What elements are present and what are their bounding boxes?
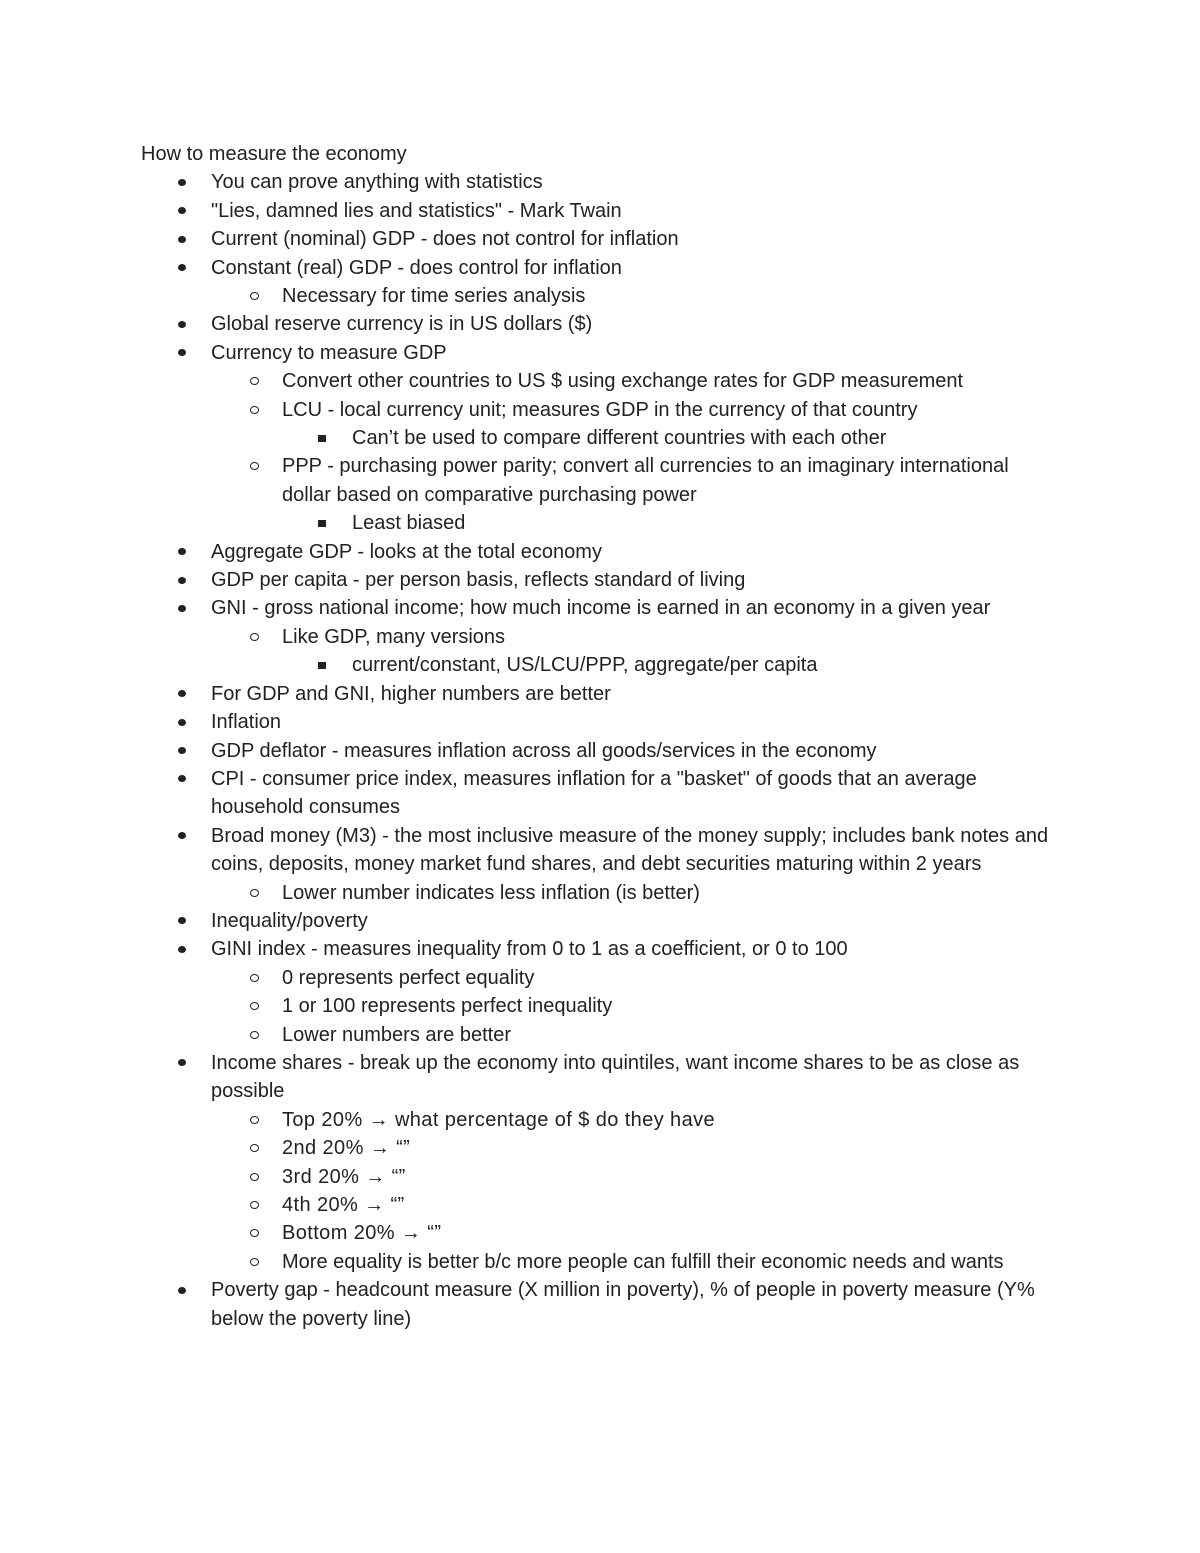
list-item-text: GINI index - measures inequality from 0 to 1 as a coefficient, or 0 to 100 [211, 938, 848, 961]
filled-disc-bullet-icon [178, 321, 186, 328]
list-item-text: LCU - local currency unit; measures GDP in the currency of that country [282, 398, 918, 421]
list-item-text: Current (nominal) GDP - does not control for inflation [211, 228, 679, 251]
hollow-circle-bullet-icon [250, 406, 259, 414]
list-item [0, 992, 1022, 1020]
list-item [0, 1219, 1022, 1247]
list-item-text: Bottom 20% → “” [282, 1222, 442, 1245]
filled-disc-bullet-icon [178, 1287, 186, 1294]
hollow-circle-bullet-icon [250, 1258, 259, 1266]
list-item-text: current/constant, US/LCU/PPP, aggregate/per capita [352, 654, 818, 677]
document-title: How to measure the economy [141, 143, 407, 165]
list-item [0, 765, 1066, 822]
list-item [0, 594, 1066, 622]
filled-disc-bullet-icon [178, 264, 186, 271]
filled-disc-bullet-icon [178, 832, 186, 839]
list-item [0, 1163, 1022, 1191]
list-item [0, 737, 1066, 765]
hollow-circle-bullet-icon [250, 1144, 259, 1152]
list-item-text: You can prove anything with statistics [211, 171, 543, 194]
hollow-circle-bullet-icon [250, 1201, 259, 1209]
filled-disc-bullet-icon [178, 719, 186, 726]
list-item-text: Aggregate GDP - looks at the total economy [211, 540, 602, 563]
list-item [0, 452, 1022, 509]
filled-square-bullet-icon [318, 520, 326, 527]
list-item-text: Top 20% → what percentage of $ do they have [282, 1108, 716, 1131]
list-item [0, 424, 1032, 452]
hollow-circle-bullet-icon [250, 1173, 259, 1181]
list-item-text: Lower numbers are better [282, 1023, 512, 1046]
list-item-text: CPI - consumer price index, measures inflation for a "basket" of goods that an average household consumes [211, 767, 977, 819]
list-item [0, 964, 1022, 992]
filled-disc-bullet-icon [178, 775, 186, 782]
list-item [0, 651, 1032, 679]
list-item [0, 907, 1066, 935]
filled-disc-bullet-icon [178, 1059, 186, 1066]
list-item [0, 1276, 1066, 1333]
hollow-circle-bullet-icon [250, 633, 259, 641]
filled-disc-bullet-icon [178, 548, 186, 555]
list-item [0, 680, 1066, 708]
list-item-text: Least biased [352, 512, 466, 535]
list-item-text: More equality is better b/c more people can fulfill their economic needs and wants [282, 1250, 1004, 1273]
list-item [0, 1106, 1022, 1134]
list-item [0, 708, 1066, 736]
list-item-text: Lower number indicates less inflation (is better) [282, 881, 700, 904]
hollow-circle-bullet-icon [250, 462, 259, 470]
list-item [0, 935, 1066, 963]
list-item [0, 367, 1022, 395]
list-item [0, 1049, 1066, 1106]
list-item [0, 310, 1066, 338]
hollow-circle-bullet-icon [250, 974, 259, 982]
filled-disc-bullet-icon [178, 747, 186, 754]
list-item-text: Income shares - break up the economy into quintiles, want income shares to be as close as possible [211, 1051, 1020, 1103]
list-item-text: 2nd 20% → “” [282, 1137, 411, 1160]
list-item [0, 197, 1066, 225]
list-item-text: Currency to measure GDP [211, 341, 447, 364]
list-item-text: Inequality/poverty [211, 909, 368, 932]
list-item-text: Convert other countries to US $ using exchange rates for GDP measurement [282, 370, 964, 393]
list-item-text: GDP per capita - per person basis, reflects standard of living [211, 569, 746, 592]
filled-disc-bullet-icon [178, 179, 186, 186]
notes-outline [0, 168, 1200, 1333]
list-item [0, 1134, 1022, 1162]
list-item [0, 822, 1066, 879]
list-item-text: GNI - gross national income; how much income is earned in an economy in a given year [211, 597, 991, 620]
filled-disc-bullet-icon [178, 690, 186, 697]
list-item-text: 0 represents perfect equality [282, 966, 535, 989]
filled-square-bullet-icon [318, 435, 326, 442]
list-item [0, 168, 1066, 196]
filled-square-bullet-icon [318, 662, 326, 669]
list-item [0, 879, 1022, 907]
filled-disc-bullet-icon [178, 577, 186, 584]
list-item [0, 1248, 1022, 1276]
list-item-text: Can’t be used to compare different countries with each other [352, 427, 887, 450]
list-item [0, 339, 1066, 367]
list-item-text: Poverty gap - headcount measure (X million in poverty), % of people in poverty measure (Y% below the poverty line) [211, 1279, 1035, 1330]
filled-disc-bullet-icon [178, 605, 186, 612]
list-item [0, 566, 1066, 594]
list-item-text: Necessary for time series analysis [282, 285, 586, 308]
list-item [0, 1191, 1022, 1219]
hollow-circle-bullet-icon [250, 1116, 259, 1124]
list-item-text: Constant (real) GDP - does control for inflation [211, 256, 622, 279]
list-item-text: PPP - purchasing power parity; convert all currencies to an imaginary international dollar based on comparative purchasing power [282, 455, 1009, 506]
hollow-circle-bullet-icon [250, 1229, 259, 1237]
list-item-text: 3rd 20% → “” [282, 1165, 406, 1188]
list-item-text: Like GDP, many versions [282, 625, 506, 648]
list-item-text: Inflation [211, 711, 282, 734]
list-item [0, 509, 1032, 537]
list-item [0, 538, 1066, 566]
list-item [0, 282, 1022, 310]
list-item [0, 1021, 1022, 1049]
hollow-circle-bullet-icon [250, 377, 259, 385]
filled-disc-bullet-icon [178, 946, 186, 953]
list-item-text: "Lies, damned lies and statistics" - Mark Twain [211, 199, 622, 222]
filled-disc-bullet-icon [178, 917, 186, 924]
filled-disc-bullet-icon [178, 207, 186, 214]
list-item-text: For GDP and GNI, higher numbers are better [211, 682, 611, 705]
list-item-text: Broad money (M3) - the most inclusive measure of the money supply; includes bank notes and coins, deposits, money market fund shares, and debt securities maturing within 2 years [211, 824, 1049, 876]
list-item-text: Global reserve currency is in US dollars ($) [211, 313, 593, 336]
list-item-text: 4th 20% → “” [282, 1194, 405, 1217]
list-item [0, 225, 1066, 253]
hollow-circle-bullet-icon [250, 1002, 259, 1010]
list-item [0, 254, 1066, 282]
hollow-circle-bullet-icon [250, 292, 259, 300]
list-item [0, 396, 1022, 424]
list-item [0, 623, 1022, 651]
hollow-circle-bullet-icon [250, 1031, 259, 1039]
list-item-text: GDP deflator - measures inflation across all goods/services in the economy [211, 739, 877, 762]
filled-disc-bullet-icon [178, 349, 186, 356]
hollow-circle-bullet-icon [250, 889, 259, 897]
filled-disc-bullet-icon [178, 236, 186, 243]
list-item-text: 1 or 100 represents perfect inequality [282, 995, 613, 1018]
